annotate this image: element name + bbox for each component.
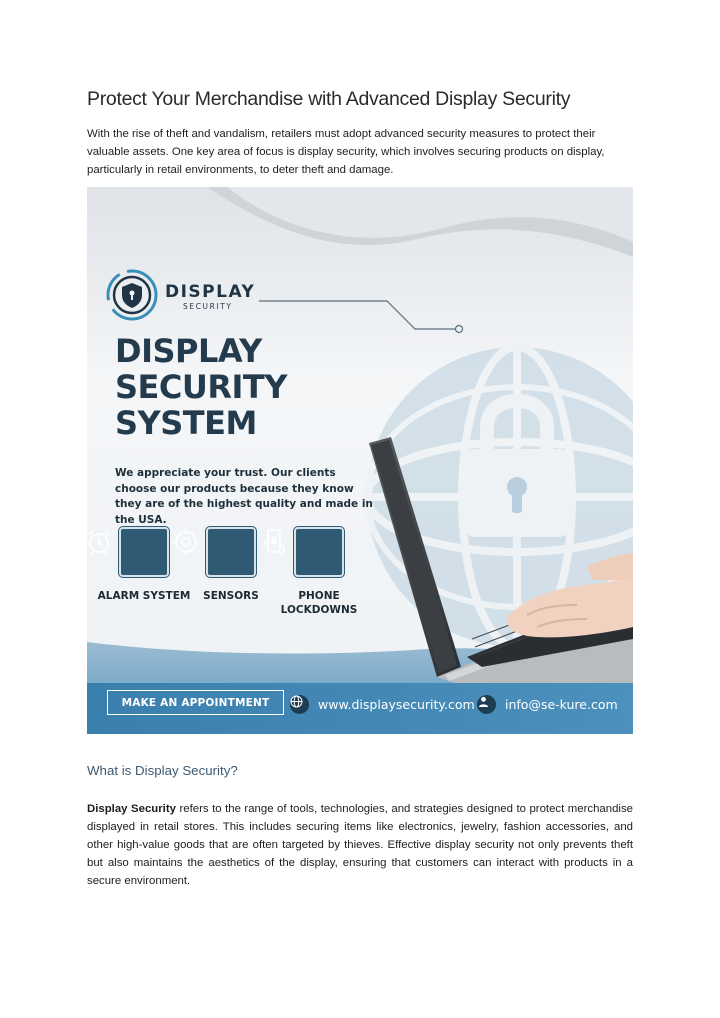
feature-phone-lockdowns xyxy=(259,527,379,617)
headline-line-1: DISPLAY xyxy=(115,332,262,370)
feature-label: PHONE LOCKDOWNS xyxy=(280,590,358,616)
document-title: Protect Your Merchandise with Advanced Display Security xyxy=(87,88,571,110)
banner-logo-subtext: SECURITY xyxy=(183,302,233,311)
user-icon xyxy=(477,695,496,714)
body-text: refers to the range of tools, technologies, and strategies designed to protect merchandise displayed in retail stores. This includes securing items like electronics, jewelry, fashion accessories, and other high-value goods that are often targeted by thieves. Effective display security not only prevents theft but also maintains the aesthetics of the display, ensuring that customers can interact with products in a secure environment. xyxy=(87,803,633,887)
phone-lock-icon xyxy=(294,527,344,577)
banner-tagline: We appreciate your trust. Our clients choose our products because they know they are of the highest quality and made in the USA. xyxy=(115,467,373,526)
make-appointment-button: MAKE AN APPOINTMENT xyxy=(107,690,284,715)
body-term: Display Security xyxy=(87,803,176,815)
alarm-clock-icon xyxy=(119,527,169,577)
intro-paragraph: With the rise of theft and vandalism, retailers must adopt advanced security measures to protect their valuable assets. One key area of focus is display security, which involves securing products on display, particularly in retail environments, to deter theft and damage. xyxy=(87,128,605,176)
promo-banner-image xyxy=(87,187,633,734)
feature-label: ALARM SYSTEM xyxy=(97,590,191,602)
shield-logo-icon xyxy=(108,271,156,319)
email-contact xyxy=(477,695,618,714)
banner-artwork xyxy=(87,187,633,734)
section-heading: What is Display Security? xyxy=(87,763,238,778)
sensor-icon xyxy=(206,527,256,577)
headline-line-2: SECURITY xyxy=(115,368,287,406)
globe-icon xyxy=(290,695,309,714)
website-text: www.displaysecurity.com xyxy=(318,697,475,712)
email-text: info@se-kure.com xyxy=(505,697,618,712)
headline-line-3: SYSTEM xyxy=(115,404,257,442)
banner-logo-text: DISPLAY xyxy=(165,282,256,302)
feature-label: SENSORS xyxy=(203,590,259,602)
banner-headline xyxy=(115,333,287,441)
body-paragraph xyxy=(87,800,633,890)
website-contact xyxy=(290,695,475,714)
